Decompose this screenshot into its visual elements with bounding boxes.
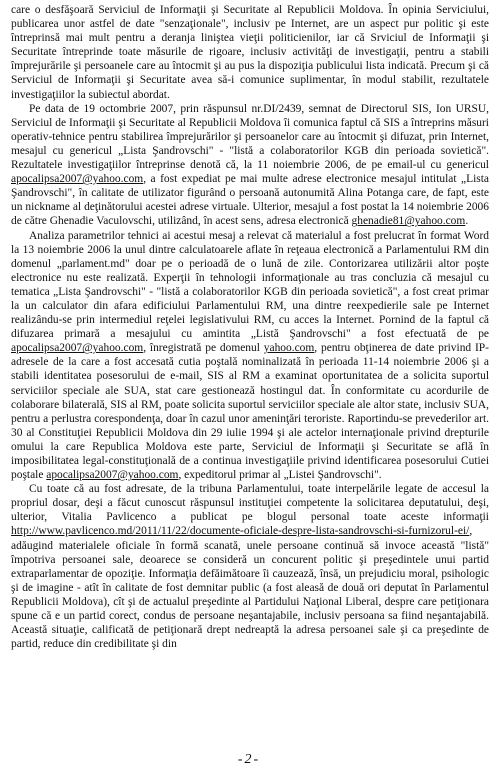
paragraph-2-text-3: . — [465, 215, 469, 228]
paragraph-4-text-2: , adăugind materialele oficiale în formă scanată, unele persoane continuă să invoce această "listă" împotriva persoanei sale, deoarece se consideră un concurent politic şi preşedintele unui partid extraparlamentar de opoziţie. Informaţia defăimătoare îi cauzează, însă, un prejudiciu moral, psihologic şi de imagine - atît în calitate de fost demnitar public (a fost aleasă de două ori deputat în Parlamentul Republicii Moldova), cît şi de actualul preşedinte al Partidului Naţional Liberal, despre care petiţionara spune că e un partid corect, condus de persoane neşantajabile, inclusiv persoana sa fiind neşantajabilă. Această situaţie, calificată de petiţionară drept nedreaptă la adresa persoanei sale şi ca preşedinte de partid, reduce din credibilitate şi din — [11, 525, 489, 651]
paragraph-3 — [11, 229, 489, 483]
paragraph-3-text-3: , pentru obţinerea de date privind IP-adresele de la care a fost accesată cutia poştală nominalizată în perioada 11-14 noiembrie 2006 şi a stabili identitatea posesorului de e-mail, SIS al RM a examinat oportunitatea de a solicita suportul serviciilor speciale ale SUA, stat care gestionează hostingul dat. În conformitate cu acordurile de colaborare bilaterală, SIS al RM, poate solicita suportul serviciilor speciale ale altor state, inclusiv SUA, pentru a perlustra corespondenţa, doar în cazul unor ameninţări teroriste. Raportindu-se prevederilor art. 30 al Constituţiei Republicii Moldova din 29 iulie 1994 şi ale actelor internaţionale privind drepturile omului la care Republica Moldova este parte, Serviciul de Informaţii şi Securitate se află în imposibilitatea legal-constituţională de a continua investigaţiile privind identificarea posesorului Cutiei poştale — [11, 342, 489, 482]
email-link-apocalipsa[interactable]: apocalipsa2007@yahoo.com — [11, 173, 144, 186]
paragraph-2-text-1: Pe data de 19 octombrie 2007, prin răspunsul nr.DI/2439, semnat de Directorul SIS, Ion URSU, Serviciul de Informaţii şi Securitate al Republicii Moldova îi comunica faptul că SIS a întreprins măsuri operativ-tehnice pentru stabilirea împrejurărilor şi persoanelor care au întocmit şi difuzat, prin Internet, mesajul cu genericul „Lista Şandrovschi" - "listă a colaboratorilor KGB din perioada sovietică". Rezultatele investigaţiilor întreprinse denotă că, la 11 noiembrie 2006, de pe email-ul cu genericul — [11, 102, 489, 172]
email-link-ghenadie[interactable]: ghenadie81@yahoo.com — [351, 215, 466, 228]
paragraph-2-text-2: , a fost expediat pe mai multe adrese electronice mesajul intitulat „Lista Şandrovschi", în calitate de utilizator figurând o persoană autonumită Alina Potanga care, de fapt, este un nickname al deţinătorului acestei adrese virtuale. Ulterior, mesajul a fost postat la 14 noiembrie 2006 de către Ghenadie Vaculovschi, utilizând, în acest sens, adresa electronică — [11, 173, 489, 228]
paragraph-3-text-1: Analiza parametrilor tehnici ai acestui mesaj a relevat că materialul a fost prelucrat în format Word la 13 noiembrie 2006 la unul dintre calculatoarele aflate în reţeaua electronică a Parlamentului RM din domenul „parlament.md" doar pe o perioadă de o lună de zile. Contorizarea utilizării altor poşte electronice nu este realizată. Experţii în tehnologii informaţionale au tras concluzia că mesajul cu tematica „Lista Şandrovschi" - "listă a colaboratorilor KGB din perioada sovietică", a fost creat primar la un calculator din afara edificiului Parlamentului RM, una dintre reexpedierile sale pe Internet realizându-se prin intermediul reţelei legislativului RM, cu acces la Internet. Pornind de la faptul că difuzarea primară a mesajului cu amintita „Listă Şandrovschi" a fost efectuată de pe — [11, 229, 489, 341]
blog-url-link[interactable]: http://www.pavlicenco.md/2011/11/22/documente-oficiale-despre-lista-sandrovschi-si-furnizorul-ei/ — [11, 525, 470, 538]
paragraph-4-text-1: Cu toate că au fost adresate, de la tribuna Parlamentului, toate interpelările legate de accesul la propriul dosar, deşi a făcut cunoscut răspunsul instituţiei competente la solicitarea deputatului, deşi, ulterior, Vitalia Pavlicenco a publicat pe blogul personal toate aceste informaţii — [11, 483, 489, 524]
paragraph-3-text-4: , expeditorul primar al „Listei Şandrovschi". — [178, 469, 382, 482]
document-body — [11, 3, 489, 651]
paragraph-1: care o desfăşoară Serviciul de Informaţii şi Securitate al Republicii Moldova. În opinia Serviciului, publicarea unor astfel de date "senzaţionale", inclusiv pe Internet, are un aspect pur politic şi este întreprinsă mai mult pentru a deranja liniştea vieţii politicienilor, iar că Srviciul de Informaţii şi Securitate întreprinde toate măsurile de rigoare, inclusiv activităţi de investigaţii, pentru a stabili împrejurările şi persoanele care au întocmit şi au pus la dispoziţia publicului lista indicată. Precum şi că Serviciul de Informaţii şi Securitate avea să-i comunice suplimentar, în modul stabilit, rezultatele investigaţiilor la subiectul abordat. — [11, 4, 489, 101]
page-number: -2- — [237, 752, 261, 767]
paragraph-3-text-2: , înregistrată pe domenul — [143, 342, 264, 355]
email-link-apocalipsa-2[interactable]: apocalipsa2007@yahoo.com — [11, 342, 144, 355]
paragraph-4 — [11, 482, 489, 651]
domain-link-yahoo[interactable]: yahoo.com — [263, 342, 315, 355]
paragraph-2 — [11, 102, 489, 229]
email-link-apocalipsa-3[interactable]: apocalipsa2007@yahoo.com — [46, 469, 179, 482]
